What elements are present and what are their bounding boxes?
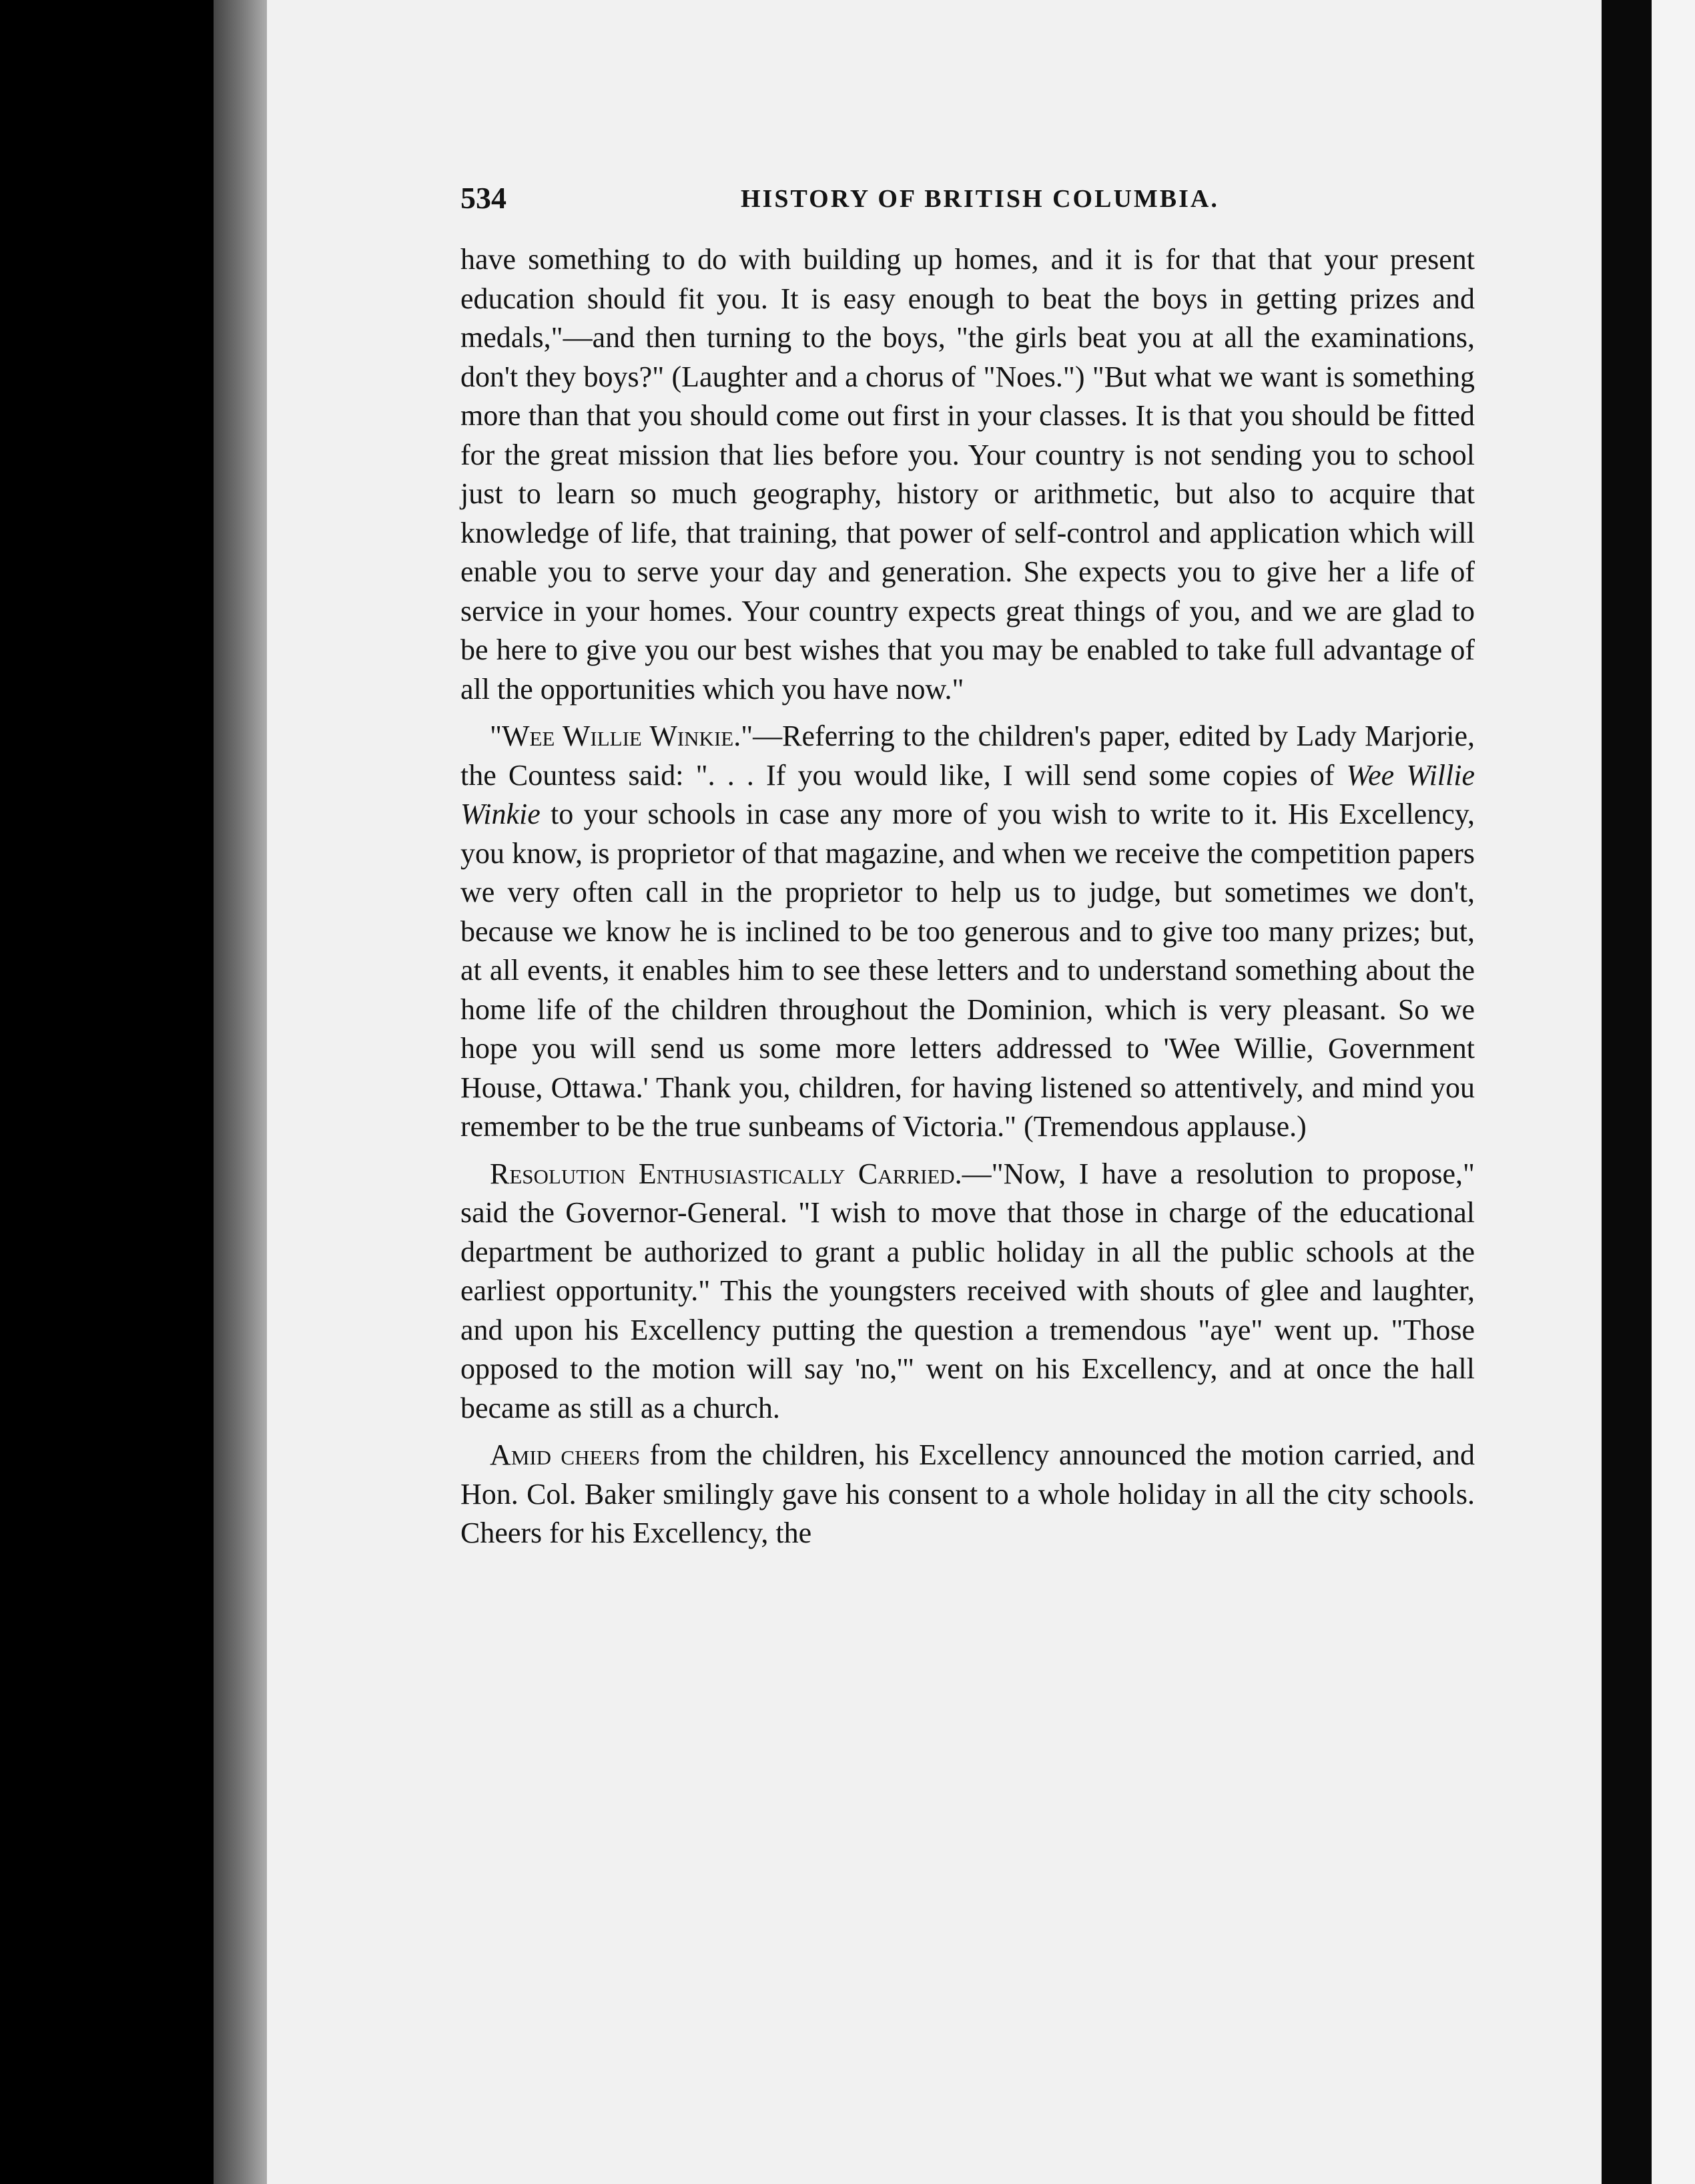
page-number: 534 <box>460 181 506 215</box>
page-content <box>460 180 1475 1561</box>
paragraph-heading: Resolution Enthusiastically Carried. <box>490 1157 962 1190</box>
page-header <box>460 180 1475 234</box>
paragraph <box>460 717 1475 1147</box>
paragraph-text: —Referring to the children's paper, edited by Lady Marjorie, the Countess said: ". . . If you would like, I will send some copies of <box>460 720 1475 792</box>
paragraph-text: have something to do with building up homes, and it is for that that your present education should fit you. It is easy enough to beat the boys in getting prizes and medals,"—and then turning to the boys, "the girls beat you at all the examinations, don't they boys?" (Laughter and a chorus of "Noes.") "But what we want is something more than that you should come out first in your classes. It is that you should be fitted for the great mission that lies before you. Your country is not sending you to school just to learn so much geography, history or arithmetic, but also to acquire that knowledge of life, that training, that power of self-control and application which will enable you to serve your day and generation. She expects you to give her a life of service in your homes. Your country expects great things of you, and we are glad to be here to give you our best wishes that you may be enabled to take full advantage of all the opportunities which you have now." <box>460 243 1475 706</box>
page-edge-dark <box>1602 0 1655 2184</box>
running-title: HISTORY OF BRITISH COLUMBIA. <box>741 185 1219 213</box>
magazine-title: Wee Willie Winkie <box>460 758 1475 830</box>
paragraph <box>460 1436 1475 1553</box>
paragraph <box>460 1155 1475 1428</box>
paragraph <box>460 240 1475 709</box>
paragraph-text: from the children, his Excellency announced the motion carried, and Hon. Col. Baker smilingly gave his consent to a whole holiday in all the city schools. Cheers for his Excellency, the <box>460 1438 1475 1549</box>
body-text <box>460 240 1475 1553</box>
paragraph-heading: "Wee Willie Winkie." <box>490 720 753 752</box>
paragraph-text: to your schools in case any more of you wish to write to it. His Excellency, you know, is proprietor of that magazine, and when we receive the competition papers we very often call in the proprietor to help us to judge, but sometimes we don't, because we know he is inclined to be too generous and to give too many prizes; but, at all events, it enables him to see these letters and to understand something about the home life of the children throughout the Dominion, which is very pleasant. So we hope you will send us some more letters addressed to 'Wee Willie, Government House, Ottawa.' Thank you, children, for having listened so attentively, and mind you remember to be the true sunbeams of Victoria." (Tremendous applause.) <box>460 798 1475 1143</box>
next-page-edge <box>1652 0 1695 2184</box>
paragraph-heading: Amid cheers <box>490 1438 641 1471</box>
paragraph-text: —"Now, I have a resolution to propose," said the Governor-General. "I wish to move that those in charge of the educational department be authorized to grant a public holiday in all the public schools at the earliest opportunity." This the youngsters received with shouts of glee and laughter, and upon his Excellency putting the question a tremendous "aye" went up. "Those opposed to the motion will say 'no,'" went on his Excellency, and at once the hall became as still as a church. <box>460 1157 1475 1424</box>
